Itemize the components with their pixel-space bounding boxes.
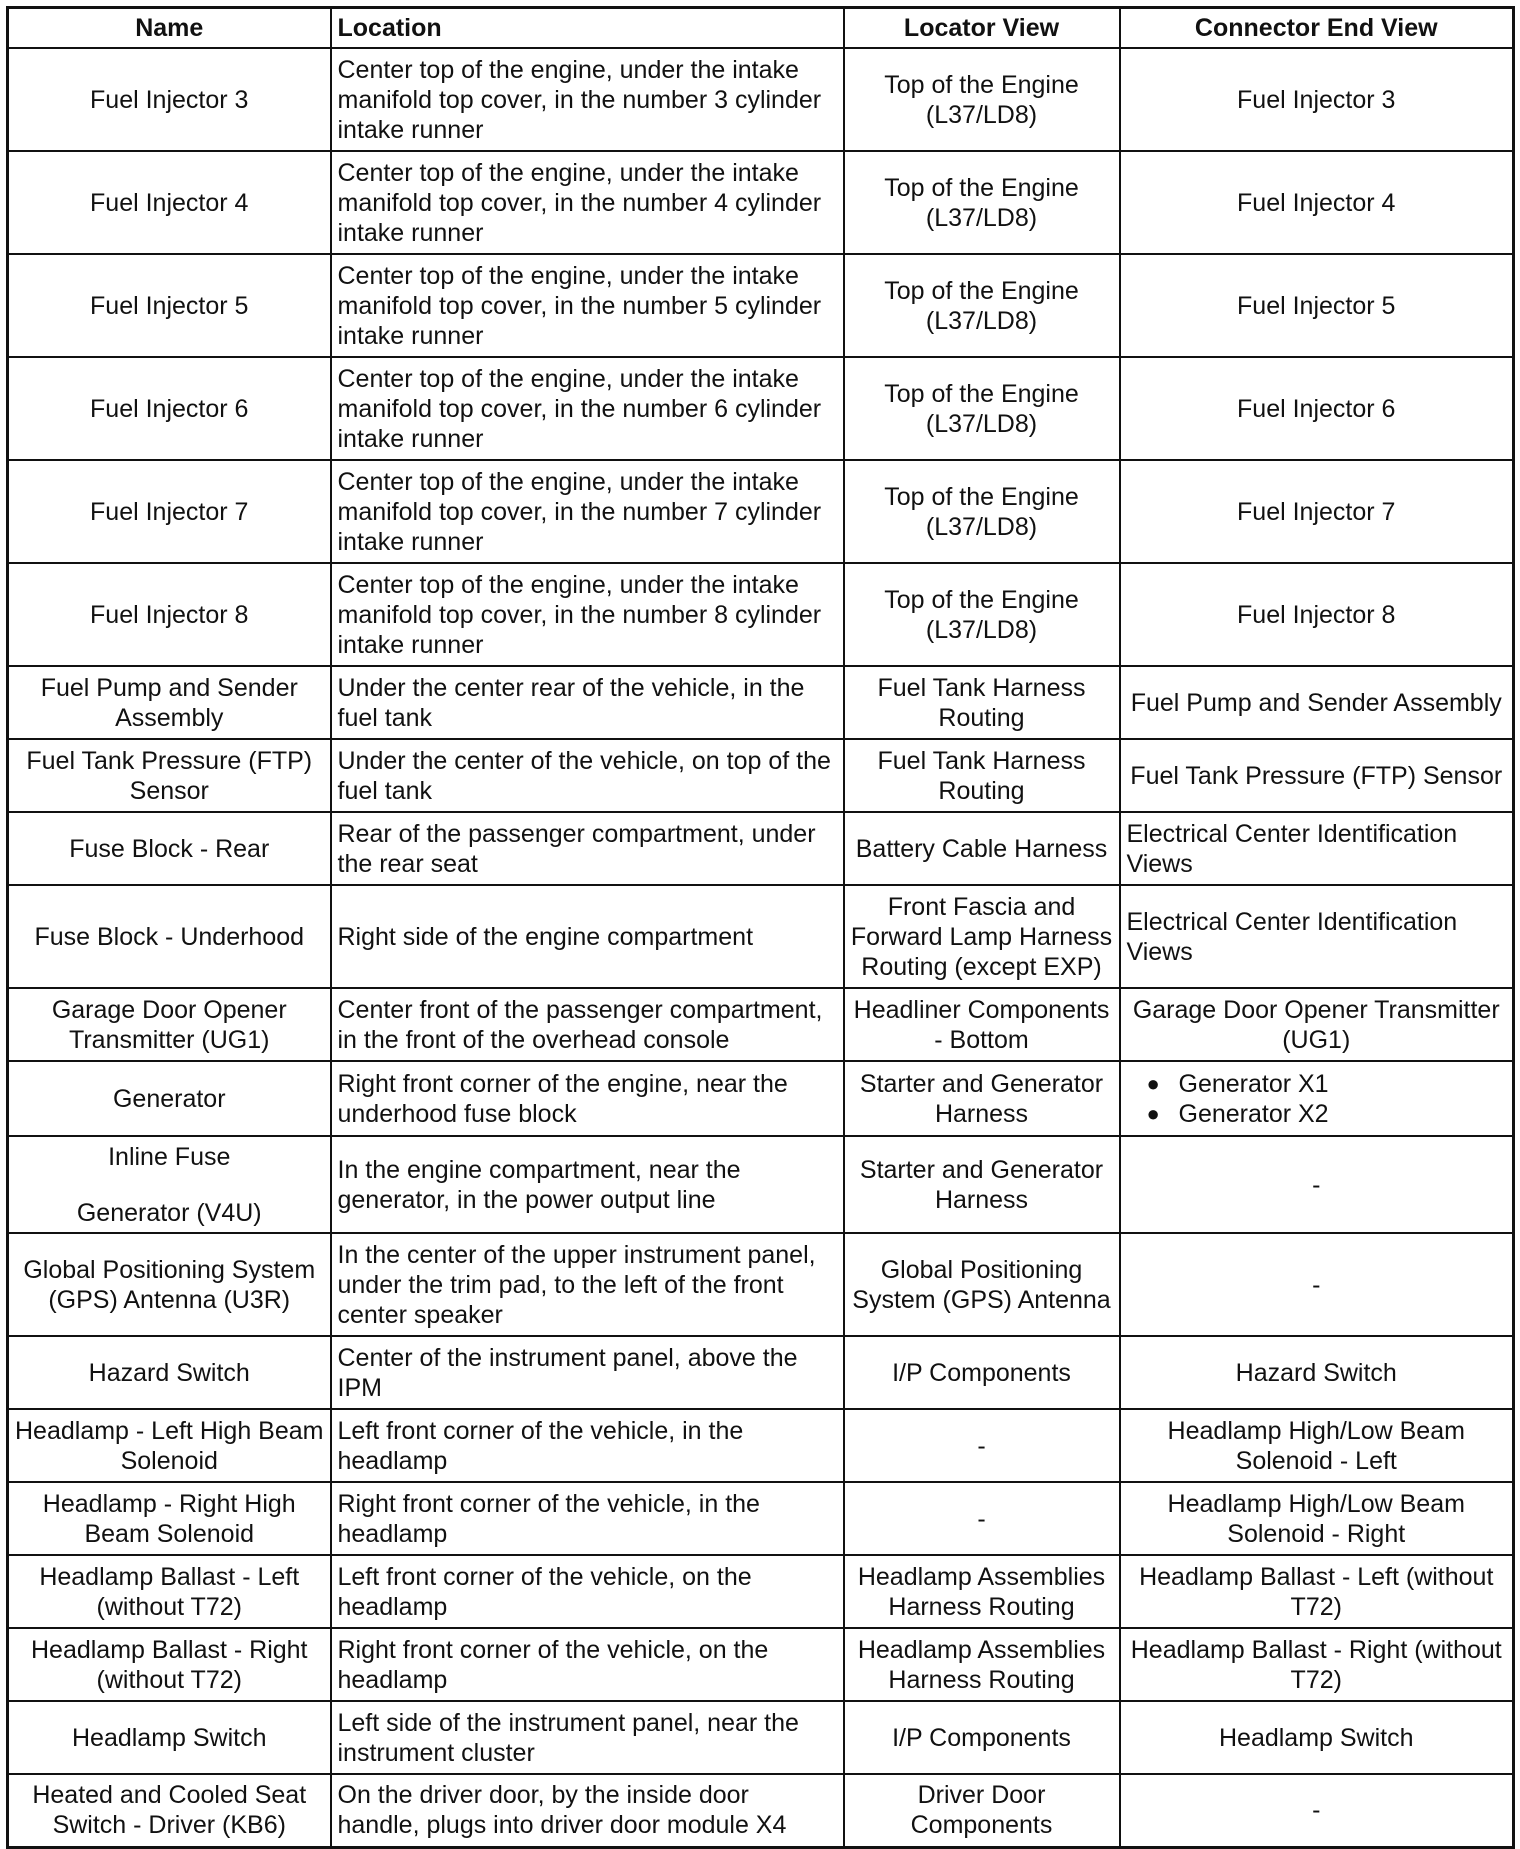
location-cell: On the driver door, by the inside door handle, plugs into driver door module X4 bbox=[331, 1774, 844, 1847]
connector-end-view-cell: Fuel Pump and Sender Assembly bbox=[1120, 666, 1514, 739]
connector-end-view-cell: Headlamp Switch bbox=[1120, 1701, 1514, 1774]
locator-view-cell: Top of the Engine (L37/LD8) bbox=[844, 151, 1120, 254]
table-row bbox=[8, 1482, 1514, 1555]
connector-end-view-cell: Headlamp Ballast - Left (without T72) bbox=[1120, 1555, 1514, 1628]
table-row bbox=[8, 563, 1514, 666]
location-cell: Center top of the engine, under the intake manifold top cover, in the number 6 cylinder intake runner bbox=[331, 357, 844, 460]
location-cell: Center top of the engine, under the intake manifold top cover, in the number 5 cylinder intake runner bbox=[331, 254, 844, 357]
location-cell: Center top of the engine, under the intake manifold top cover, in the number 4 cylinder intake runner bbox=[331, 151, 844, 254]
connector-end-view-cell: - bbox=[1120, 1136, 1514, 1233]
connector-end-view-cell: Fuel Injector 3 bbox=[1120, 48, 1514, 151]
connector-bullet-list bbox=[1127, 1069, 1507, 1129]
table-row bbox=[8, 1061, 1514, 1136]
locator-view-cell: Battery Cable Harness bbox=[844, 812, 1120, 885]
table-row bbox=[8, 1628, 1514, 1701]
location-cell: Center top of the engine, under the intake manifold top cover, in the number 8 cylinder intake runner bbox=[331, 563, 844, 666]
name-cell: Fuel Injector 6 bbox=[8, 357, 331, 460]
connector-end-view-cell: Fuel Injector 6 bbox=[1120, 357, 1514, 460]
connector-end-view-cell: Headlamp Ballast - Right (without T72) bbox=[1120, 1628, 1514, 1701]
name-cell: Hazard Switch bbox=[8, 1336, 331, 1409]
name-cell: Fuel Injector 7 bbox=[8, 460, 331, 563]
name-cell: Headlamp Ballast - Right (without T72) bbox=[8, 1628, 331, 1701]
connector-end-view-cell: Garage Door Opener Transmitter (UG1) bbox=[1120, 988, 1514, 1061]
location-cell: In the center of the upper instrument panel, under the trim pad, to the left of the front center speaker bbox=[331, 1233, 844, 1336]
locator-view-cell: Top of the Engine (L37/LD8) bbox=[844, 48, 1120, 151]
header-connector-end-view: Connector End View bbox=[1120, 8, 1514, 49]
component-locator-table bbox=[6, 6, 1515, 1849]
connector-end-view-cell bbox=[1120, 1061, 1514, 1136]
header-name: Name bbox=[8, 8, 331, 49]
name-cell: Headlamp - Right High Beam Solenoid bbox=[8, 1482, 331, 1555]
table-row bbox=[8, 988, 1514, 1061]
location-cell: Right side of the engine compartment bbox=[331, 885, 844, 988]
connector-end-view-cell: Fuel Tank Pressure (FTP) Sensor bbox=[1120, 739, 1514, 812]
table-row bbox=[8, 1774, 1514, 1847]
name-cell: Heated and Cooled Seat Switch - Driver (KB6) bbox=[8, 1774, 331, 1847]
connector-end-view-cell: Headlamp High/Low Beam Solenoid - Right bbox=[1120, 1482, 1514, 1555]
name-cell: Fuel Pump and Sender Assembly bbox=[8, 666, 331, 739]
table-row bbox=[8, 1136, 1514, 1233]
header-row bbox=[8, 8, 1514, 49]
name-line: Inline Fuse bbox=[108, 1142, 231, 1171]
name-cell: Fuel Injector 3 bbox=[8, 48, 331, 151]
bullet-item: ● Generator X1 bbox=[1147, 1069, 1507, 1099]
header-location: Location bbox=[331, 8, 844, 49]
location-cell: Left front corner of the vehicle, on the headlamp bbox=[331, 1555, 844, 1628]
locator-view-cell: Headlamp Assemblies Harness Routing bbox=[844, 1628, 1120, 1701]
connector-end-view-cell: - bbox=[1120, 1774, 1514, 1847]
connector-end-view-cell: Electrical Center Identification Views bbox=[1120, 885, 1514, 988]
connector-end-view-cell: - bbox=[1120, 1233, 1514, 1336]
name-cell: Fuse Block - Underhood bbox=[8, 885, 331, 988]
location-cell: Rear of the passenger compartment, under the rear seat bbox=[331, 812, 844, 885]
name-cell: Headlamp Switch bbox=[8, 1701, 331, 1774]
location-cell: In the engine compartment, near the generator, in the power output line bbox=[331, 1136, 844, 1233]
table-row bbox=[8, 1701, 1514, 1774]
bullet-item: ● Generator X2 bbox=[1147, 1099, 1507, 1129]
connector-end-view-cell: Fuel Injector 7 bbox=[1120, 460, 1514, 563]
table-row bbox=[8, 357, 1514, 460]
locator-view-cell: Starter and Generator Harness bbox=[844, 1061, 1120, 1136]
connector-end-view-cell: Headlamp High/Low Beam Solenoid - Left bbox=[1120, 1409, 1514, 1482]
location-cell: Under the center of the vehicle, on top of the fuel tank bbox=[331, 739, 844, 812]
location-cell: Right front corner of the engine, near the underhood fuse block bbox=[331, 1061, 844, 1136]
connector-end-view-cell: Electrical Center Identification Views bbox=[1120, 812, 1514, 885]
locator-view-cell: Top of the Engine (L37/LD8) bbox=[844, 357, 1120, 460]
location-cell: Right front corner of the vehicle, in the headlamp bbox=[331, 1482, 844, 1555]
locator-view-cell: Front Fascia and Forward Lamp Harness Routing (except EXP) bbox=[844, 885, 1120, 988]
locator-view-cell: Headliner Components - Bottom bbox=[844, 988, 1120, 1061]
table-row bbox=[8, 151, 1514, 254]
location-cell: Center front of the passenger compartment, in the front of the overhead console bbox=[331, 988, 844, 1061]
location-cell: Left front corner of the vehicle, in the headlamp bbox=[331, 1409, 844, 1482]
table-row bbox=[8, 1409, 1514, 1482]
table-row bbox=[8, 1336, 1514, 1409]
locator-view-cell: Driver Door Components bbox=[844, 1774, 1120, 1847]
name-cell: Fuel Tank Pressure (FTP) Sensor bbox=[8, 739, 331, 812]
location-cell: Left side of the instrument panel, near the instrument cluster bbox=[331, 1701, 844, 1774]
table-row bbox=[8, 885, 1514, 988]
line-gap bbox=[15, 1172, 324, 1198]
name-cell: Headlamp - Left High Beam Solenoid bbox=[8, 1409, 331, 1482]
table-row bbox=[8, 460, 1514, 563]
locator-view-cell: Top of the Engine (L37/LD8) bbox=[844, 460, 1120, 563]
locator-view-cell: - bbox=[844, 1409, 1120, 1482]
table-row bbox=[8, 739, 1514, 812]
header-locator-view: Locator View bbox=[844, 8, 1120, 49]
locator-view-cell: Fuel Tank Harness Routing bbox=[844, 666, 1120, 739]
connector-end-view-cell: Fuel Injector 5 bbox=[1120, 254, 1514, 357]
table-row bbox=[8, 254, 1514, 357]
table-row bbox=[8, 812, 1514, 885]
locator-view-cell: I/P Components bbox=[844, 1701, 1120, 1774]
name-cell: Generator bbox=[8, 1061, 331, 1136]
table-row bbox=[8, 48, 1514, 151]
location-cell: Center of the instrument panel, above the IPM bbox=[331, 1336, 844, 1409]
name-line: Generator (V4U) bbox=[76, 1198, 262, 1227]
locator-view-cell: I/P Components bbox=[844, 1336, 1120, 1409]
location-cell: Center top of the engine, under the intake manifold top cover, in the number 3 cylinder intake runner bbox=[331, 48, 844, 151]
locator-view-cell: Top of the Engine (L37/LD8) bbox=[844, 254, 1120, 357]
name-cell: Fuel Injector 8 bbox=[8, 563, 331, 666]
locator-view-cell: Starter and Generator Harness bbox=[844, 1136, 1120, 1233]
locator-view-cell: Top of the Engine (L37/LD8) bbox=[844, 563, 1120, 666]
location-cell: Under the center rear of the vehicle, in the fuel tank bbox=[331, 666, 844, 739]
table-row bbox=[8, 666, 1514, 739]
name-cell: Fuel Injector 5 bbox=[8, 254, 331, 357]
name-cell: Fuse Block - Rear bbox=[8, 812, 331, 885]
table-row bbox=[8, 1233, 1514, 1336]
locator-view-cell: Headlamp Assemblies Harness Routing bbox=[844, 1555, 1120, 1628]
connector-end-view-cell: Hazard Switch bbox=[1120, 1336, 1514, 1409]
location-cell: Center top of the engine, under the intake manifold top cover, in the number 7 cylinder intake runner bbox=[331, 460, 844, 563]
name-cell: Global Positioning System (GPS) Antenna (U3R) bbox=[8, 1233, 331, 1336]
table-row bbox=[8, 1555, 1514, 1628]
name-cell: Garage Door Opener Transmitter (UG1) bbox=[8, 988, 331, 1061]
locator-view-cell: - bbox=[844, 1482, 1120, 1555]
locator-view-cell: Global Positioning System (GPS) Antenna bbox=[844, 1233, 1120, 1336]
name-cell bbox=[8, 1136, 331, 1233]
connector-end-view-cell: Fuel Injector 4 bbox=[1120, 151, 1514, 254]
name-cell: Fuel Injector 4 bbox=[8, 151, 331, 254]
location-cell: Right front corner of the vehicle, on the headlamp bbox=[331, 1628, 844, 1701]
name-cell: Headlamp Ballast - Left (without T72) bbox=[8, 1555, 331, 1628]
locator-view-cell: Fuel Tank Harness Routing bbox=[844, 739, 1120, 812]
connector-end-view-cell: Fuel Injector 8 bbox=[1120, 563, 1514, 666]
